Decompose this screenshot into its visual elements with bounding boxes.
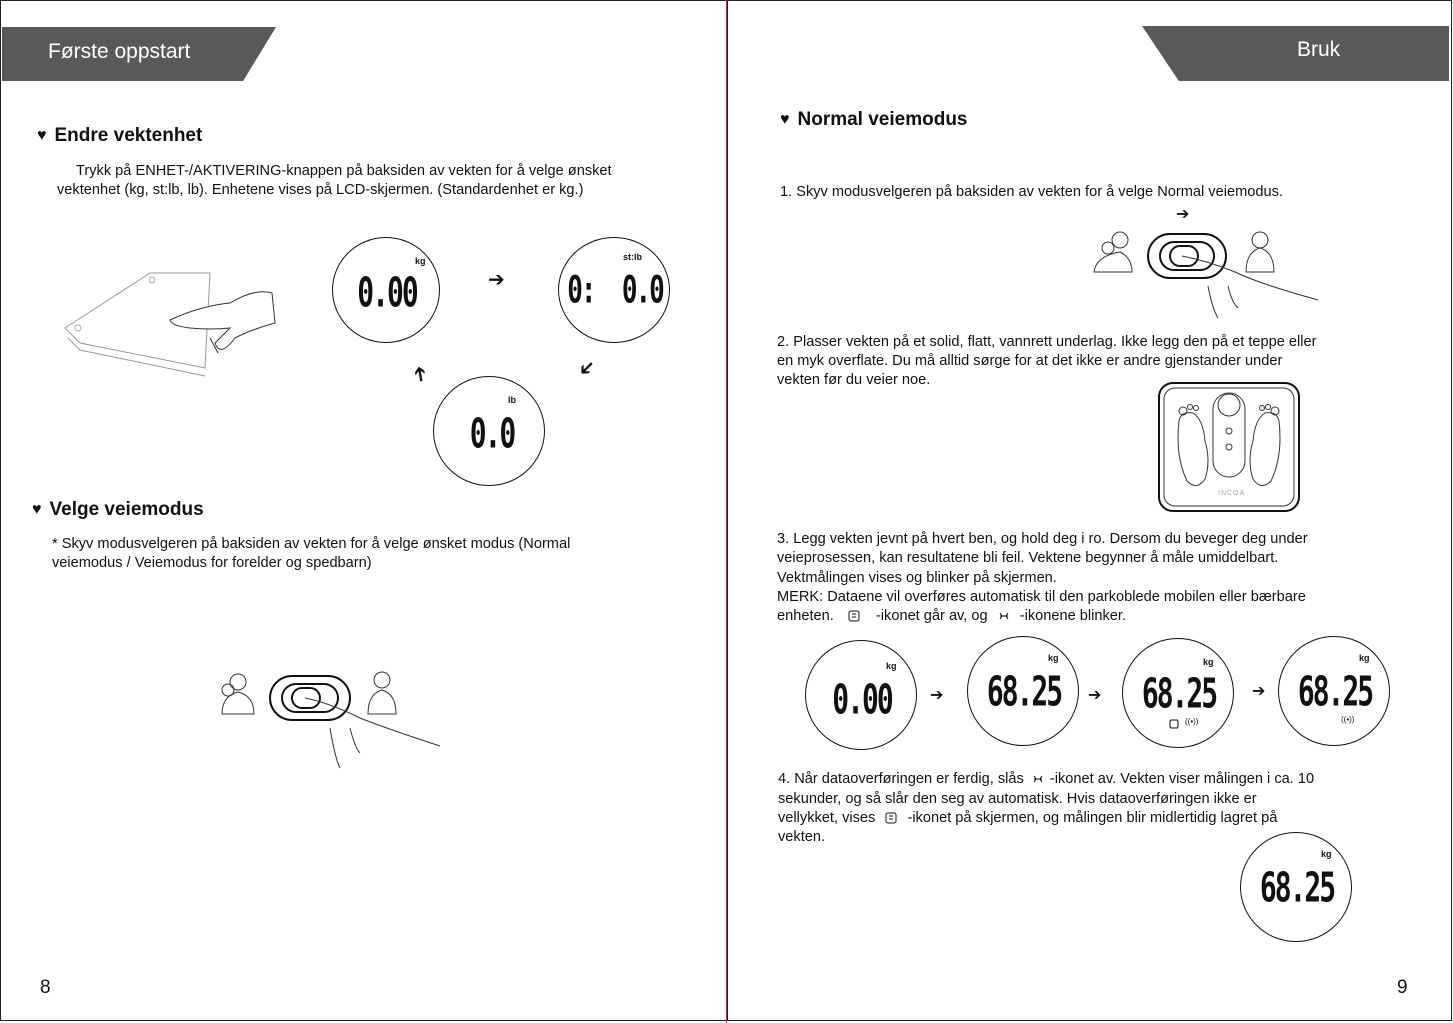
heart-icon: ♥ — [780, 111, 790, 128]
arrow-right-icon: ➔ — [930, 687, 944, 704]
lcd-value: 68.25 — [1141, 669, 1217, 718]
step4-line3 — [778, 809, 1277, 829]
lcd-value: 68.25 — [1259, 863, 1335, 912]
arrow-up-icon: ➔ — [408, 363, 433, 385]
lcd-final-display — [1240, 832, 1352, 942]
heading-velge-veiemodus — [32, 499, 204, 521]
step4-line2: sekunder, og så slår den seg av automatisk. Hvis dataoverføringen ikke er — [778, 791, 1257, 807]
page-divider — [726, 0, 727, 1023]
right-banner-title: Bruk — [1297, 38, 1341, 61]
lcd-value: 0.00 — [357, 268, 417, 317]
lcd-unit: kg — [1203, 657, 1214, 667]
mode-switch-illustration — [1090, 228, 1325, 320]
lcd-display-2 — [967, 636, 1079, 746]
lcd-stlb-display — [558, 237, 670, 343]
step4-line1 — [778, 770, 1314, 790]
section1-line1: Trykk på ENHET-/AKTIVERING-knappen på baksiden av vekten for å velge ønsket — [76, 163, 612, 179]
right-page-number: 9 — [1397, 977, 1408, 998]
arrow-right-icon: ➔ — [1252, 683, 1266, 700]
step2-line2: en myk overflate. Du må alltid sørge for at det ikke er andre gjenstander under — [777, 353, 1283, 369]
lcd-value: 0.00 — [832, 675, 892, 724]
arrow-right-icon: ➔ — [1088, 687, 1102, 704]
data-icon — [885, 812, 897, 824]
lcd-unit: kg — [1359, 653, 1370, 663]
step4-text-d: -ikonet på skjermen, og målingen blir midlertidig lagret på — [907, 810, 1278, 826]
data-icon — [848, 610, 860, 622]
section2-line2: veiemodus / Veiemodus for forelder og spedbarn) — [52, 555, 372, 571]
step2-line3: vekten før du veier noe. — [777, 372, 931, 388]
lcd-value: 68.25 — [1297, 667, 1373, 716]
scale-press-illustration — [60, 268, 280, 383]
step4-text-c: vellykket, vises — [778, 810, 876, 826]
heading-text: Endre vektenhet — [54, 125, 203, 146]
lcd-kg-display — [332, 237, 440, 343]
lcd-display-3 — [1122, 638, 1234, 748]
lcd-unit: kg — [1048, 653, 1059, 663]
arrow-right-icon: ➔ — [1176, 206, 1190, 223]
lcd-value: 0.0 — [469, 409, 515, 458]
section2-line1: * Skyv modusvelgeren på baksiden av vekten for å velge ønsket modus (Normal — [52, 536, 571, 552]
wireless-icon: ((•)) — [1185, 717, 1199, 726]
step4-text-b: -ikonet av. Vekten viser målingen i ca. 10 — [1049, 771, 1315, 787]
lcd-display-4 — [1278, 636, 1390, 746]
heading-endre-vektenhet — [37, 125, 202, 147]
scale-brand-label: INCOA — [1218, 490, 1246, 497]
step3-line2: veieprosessen, kan resultatene bli feil. Vektene begynner å måle umiddelbart. — [777, 550, 1279, 566]
step3-line1: 3. Legg vekten jevnt på hvert ben, og hold deg i ro. Dersom du beveger deg under — [777, 531, 1308, 547]
step3-line5 — [777, 607, 1126, 627]
step3-text-a: enheten. — [777, 608, 834, 624]
section1-line2: vektenhet (kg, st:lb, lb). Enhetene vises på LCD-skjermen. (Standardenhet er kg.) — [57, 182, 584, 198]
arrow-down-left-icon: ➔ — [572, 354, 601, 382]
lcd-unit: kg — [1321, 849, 1332, 859]
step4-line4: vekten. — [778, 829, 826, 845]
step1-text: 1. Skyv modusvelgeren på baksiden av vekten for å velge Normal veiemodus. — [780, 184, 1283, 200]
bluetooth-icon — [998, 610, 1010, 622]
lcd-lb-display — [433, 376, 545, 486]
data-icon — [1169, 719, 1179, 729]
lcd-display-1 — [805, 640, 917, 750]
left-banner-title: Første oppstart — [48, 40, 191, 63]
lcd-unit: st:lb — [623, 252, 642, 262]
left-page-number: 8 — [40, 977, 51, 998]
lcd-unit: lb — [508, 395, 516, 405]
step3-line4: MERK: Dataene vil overføres automatisk til den parkoblede mobilen eller bærbare — [777, 589, 1306, 605]
right-banner — [1142, 26, 1449, 81]
step3-text-c: -ikonene blinker. — [1019, 608, 1127, 624]
arrow-right-icon: ➔ — [488, 269, 505, 291]
heart-icon: ♥ — [32, 501, 42, 518]
step3-text-b: -ikonet går av, og — [875, 608, 988, 624]
lcd-value: 68.25 — [986, 667, 1062, 716]
heading-normal-veiemodus — [780, 109, 968, 131]
bluetooth-icon — [1032, 773, 1044, 785]
heading-text: Normal veiemodus — [797, 109, 968, 130]
wireless-icon: ((•)) — [1341, 715, 1355, 724]
mode-switch-illustration — [210, 668, 450, 776]
step3-line3: Vektmålingen vises og blinker på skjermen. — [777, 570, 1057, 586]
step4-text-a: 4. Når dataoverføringen er ferdig, slås — [778, 771, 1024, 787]
heading-text: Velge veiemodus — [49, 499, 204, 520]
step2-line1: 2. Plasser vekten på et solid, flatt, vannrett underlag. Ikke legg den på et teppe eller — [777, 334, 1317, 350]
lcd-unit: kg — [415, 256, 426, 266]
lcd-value: 0: 0.0 — [567, 269, 663, 313]
heart-icon: ♥ — [37, 127, 47, 144]
lcd-unit: kg — [886, 661, 897, 671]
